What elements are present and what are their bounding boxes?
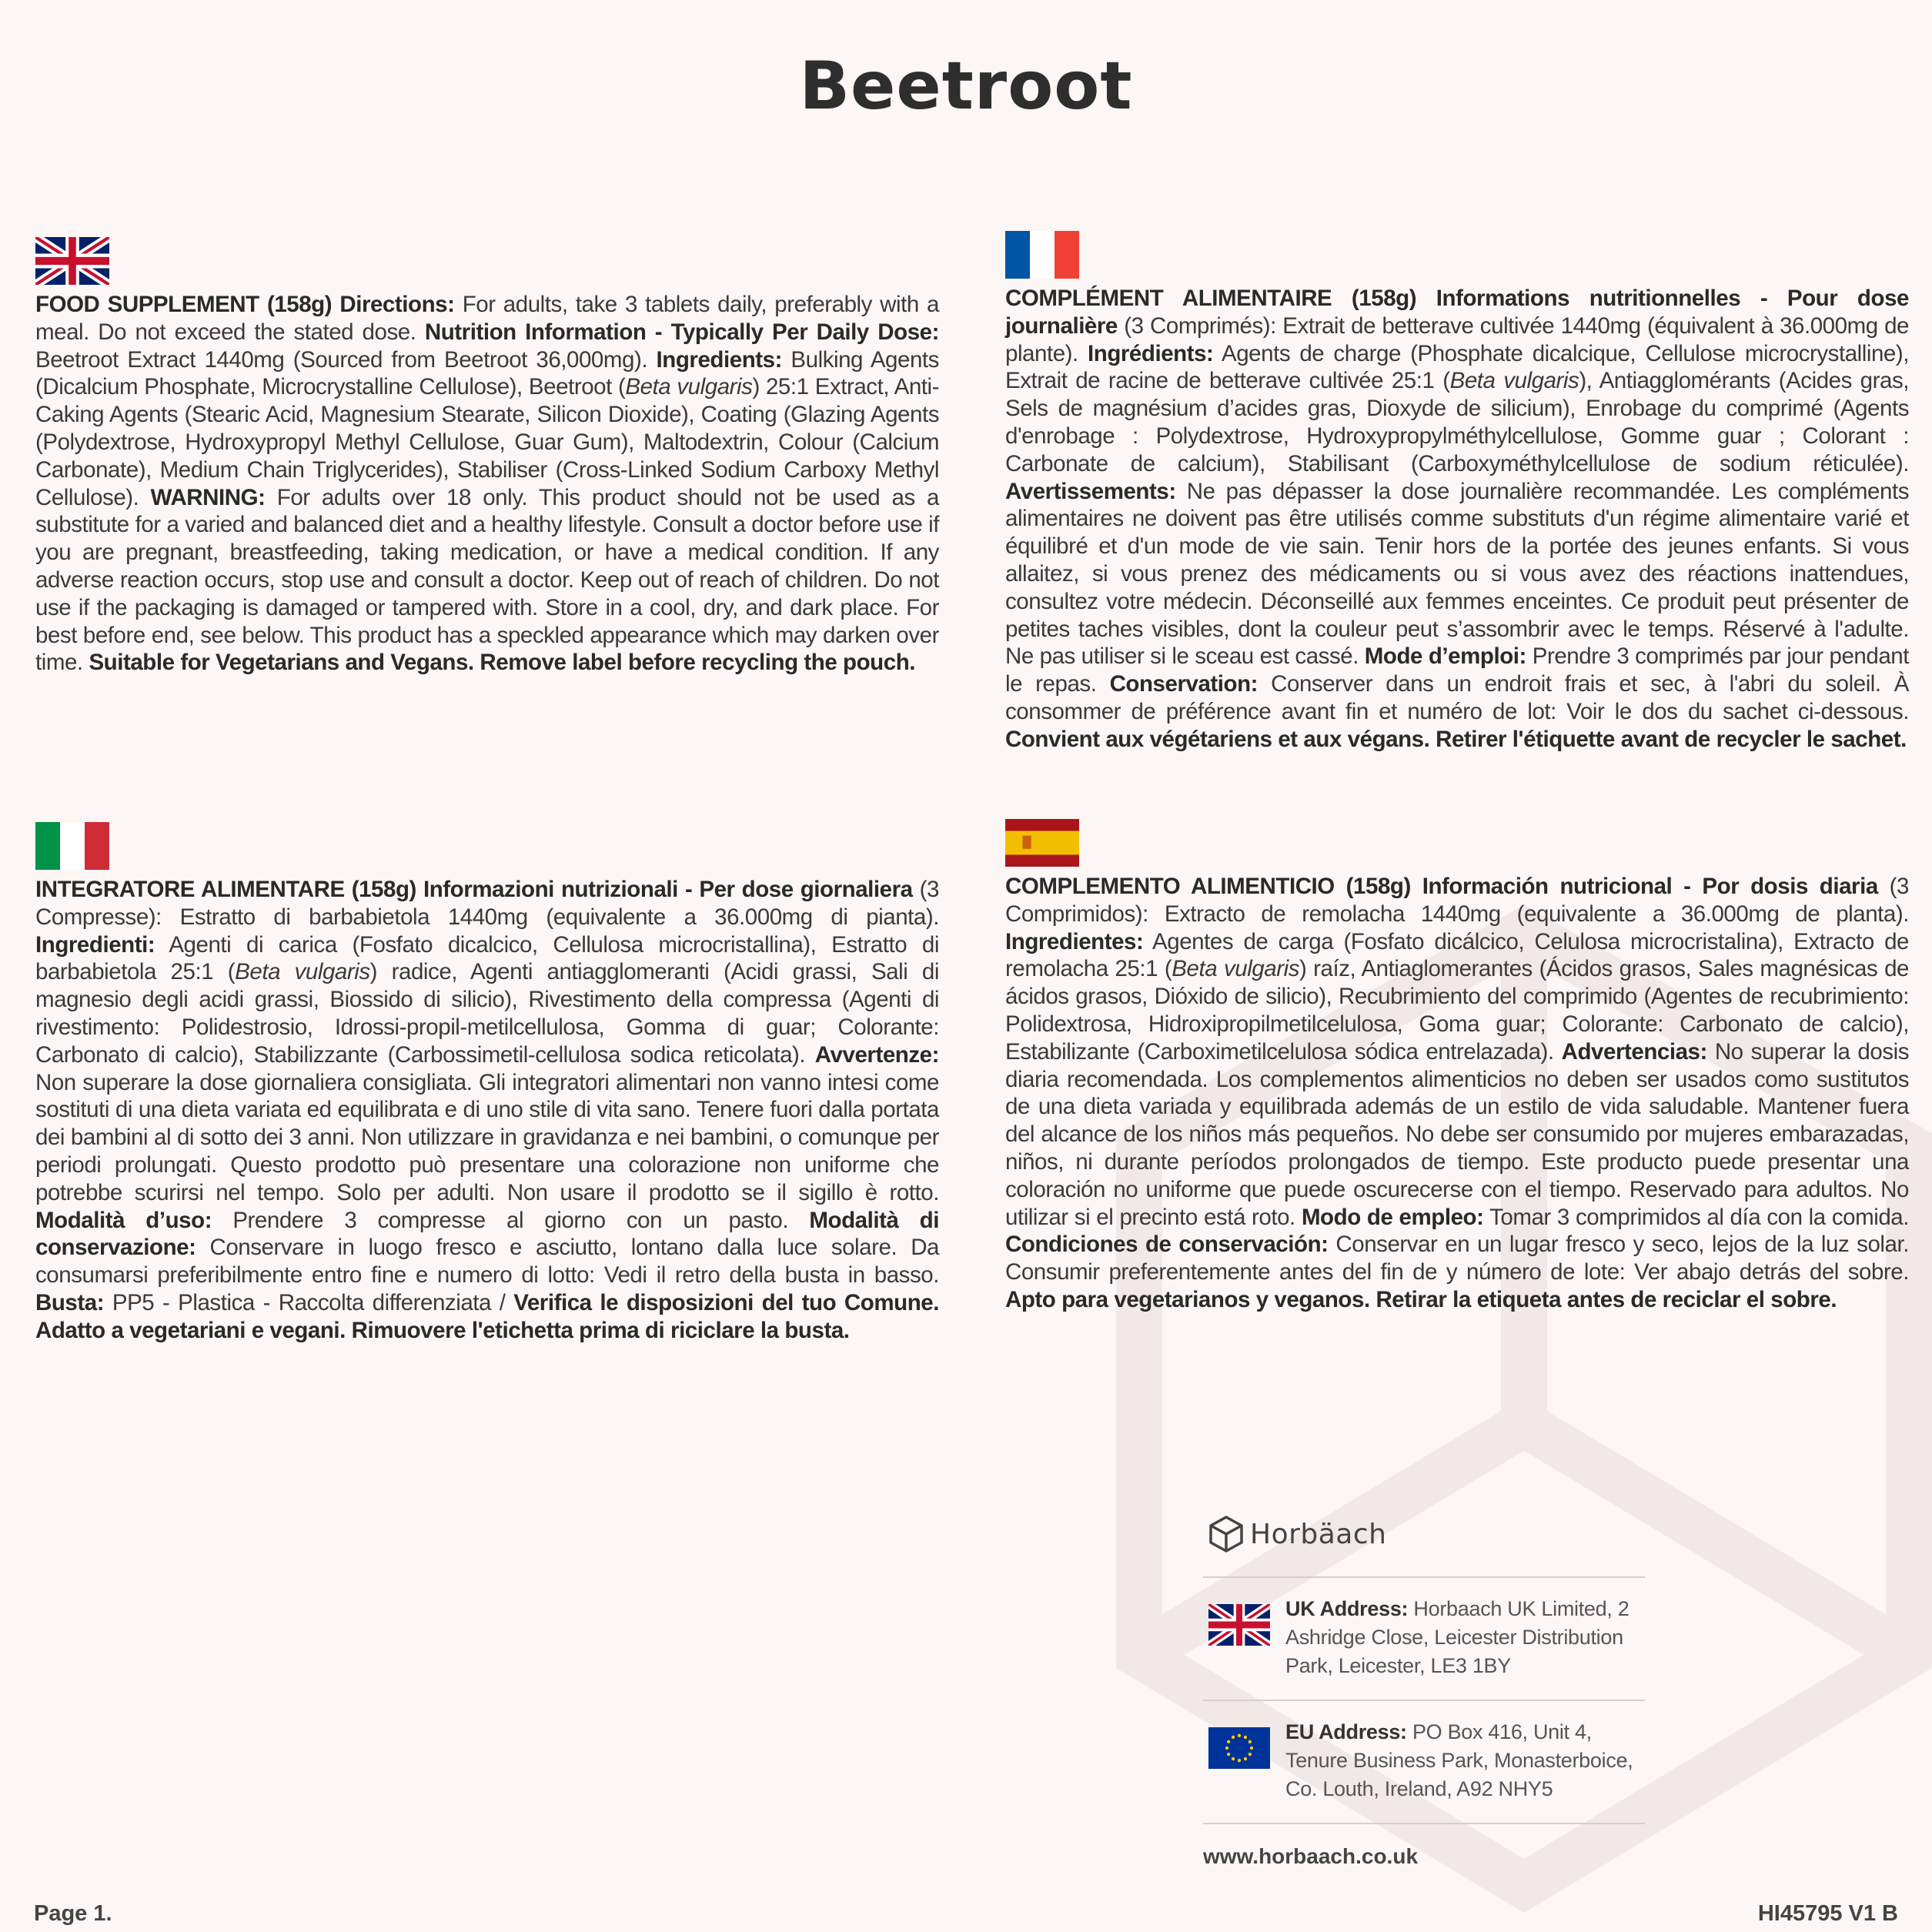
text-heading: Ingredienti: [35,931,155,958]
section-english [35,237,939,677]
text-run: Beetroot Extract 1440mg (Sourced from Beetroot 36,000mg). [35,346,657,373]
text-heading: INTEGRATORE ALIMENTARE (158g) Informazioni nutrizionali - Per dose giornaliera [35,877,913,902]
text-heading: Conservation: [1109,671,1258,697]
text-run: ) 25:1 Extract, Anti-Caking Agents (Stearic Acid, Magnesium Stearate, Silicon Dioxide), Coating (Glazing Agents (Polydextrose, Hydroxypropyl Methyl Cellulose, Guar Gum), Maltodextrin, Colour (Calcium Carbonate), Medium Chain Triglycerides), Stabiliser (Cross-Linked Sodium Carboxy Methyl Cellulose). [35,374,939,510]
text-run: Non superare la dose giornaliera consigliata. Gli integratori alimentari non vanno intesi come sostituti di una dieta variata ed equilibrata e di uno stile di vita sano. Tenere fuori dalla portata dei bambini al di sotto dei 3 anni. Non utilizzare in gravidanza e nei bambini, o comunque per periodi prolungati. Questo prodotto può presentare una colorazione non uniforme che potrebbe scurirsi nel tempo. Solo per adulti. Non usare il prodotto se il sigillo è rotto. [35,1069,939,1205]
eu-address-label: EU Address: [1285,1720,1407,1743]
text-run: Prendre 3 comprimés par jour pendant le repas. [1005,643,1909,697]
eu-flag-icon [1208,1727,1270,1769]
text-run: Agents de charge (Phosphate dicalcique, Cellulose microcrystalline), Extrait de racine de betterave cultivée 25:1 ( [1005,340,1909,394]
text-heading: Advertencias: [1561,1038,1707,1065]
uk-flag-small-icon [1208,1604,1270,1646]
section-spanish [1005,819,1909,1314]
text-italic: Beta vulgaris [1449,368,1579,394]
text-run: For adults over 18 only. This product should not be used as a substitute for a varied and balanced diet and a healthy lifestyle. Consult a doctor before use if you are pregnant, breastfeeding, taking medication, or have a medical condition. If any adverse reaction occurs, stop use and consult a doctor. Keep out of reach of children. Do not use if the packaging is damaged or tampered with. Store in a cool, dry, and dark place. For best before end, see below. This product has a speckled appearance which may darken over time. [35,484,939,676]
text-run: For adults, take 3 tablets daily, preferably with a meal. Do not exceed the stated dose. [35,292,940,345]
text-run: ), Antiagglomérants (Acides gras, Sels de magnésium d’acides gras, Dioxyde de silicium), Enrobage du comprimé (Agents d'enrobage : Polydextrose, Hydroxypropylméthylcellulose, Gomme guar ; Colorant : Carbonate de calcium), Stabilisant (Carboxyméthylcellulose de sodium réticulée). [1005,368,1910,476]
text-run: Ne pas dépasser la dose journalière recommandée. Les compléments alimentaires ne doivent pas être utilisés comme substituts d'un régime alimentaire varié et équilibré et d'un mode de vie sain. Tenir hors de la portée des jeunes enfants. Si vous allaitez, si vous prenez des médicaments ou si vous avez des réactions inattendues, consultez votre médecin. Déconseillé aux femmes enceintes. Ce produit peut présenter de petites taches visibles, dont la couleur peut s’assombrir avec le temps. Réservé à l'adulte. Ne pas utiliser si le sceau est cassé. [1005,478,1909,670]
text-run: (3 Comprimés): Extrait de betterave cultivée 1440mg (équivalent à 36.000mg de plante). [1005,313,1909,366]
text-heading: FOOD SUPPLEMENT (158g) Directions: [35,292,455,317]
text-heading: Condiciones de conservación: [1005,1232,1329,1258]
text-heading: Suitable for Vegetarians and Vegans. Remove label before recycling the pouch. [89,650,916,676]
text-heading: Apto para vegetarianos y veganos. Retirar la etiqueta antes de reciclar el sobre. [1005,1286,1837,1312]
uk-address-block [1208,1595,1647,1680]
brand-name: Horbäach [1250,1518,1387,1550]
text-run: Bulking Agents (Dicalcium Phosphate, Microcrystalline Cellulose), Beetroot ( [35,346,939,400]
text-italic: Beta vulgaris [625,374,753,400]
spain-flag-icon [1005,819,1079,867]
text-run: ) raíz, Antiaglomerantes (Ácidos grasos, Sales magnésicas de ácidos grasos, Dióxido de silicio), Recubrimiento del comprimido (Agentes de recubrimiento: Polidextrosa, Hidroxipropilmetilcelulosa, Goma guar; Colorante: Carbonato de calcio), Estabilizante (Carboximetilcelulosa sódica entrelazada). [1005,956,1909,1065]
text-run: ) radice, Agenti antiagglomeranti (Acidi grassi, Sali di magnesio degli acidi grassi, Biossido di silicio), Rivestimento della compressa (Agenti di rivestimento: Polidestrosio, Idrossi-propil-metilcellulosa, Gomma di guar; Colorante: Carbonato di calcio), Stabilizzante (Carbossimetil-cellulosa sodica reticolata). [35,959,939,1068]
text-run: (3 Compresse): Estratto di barbabietola 1440mg (equivalente a 36.000mg di pianta). [35,877,940,930]
text-heading: Modalità d’uso: [35,1207,212,1233]
france-flag-icon [1005,231,1079,279]
page-number: Page 1. [34,1901,112,1926]
divider [1203,1576,1645,1578]
website-link[interactable]: www.horbaach.co.uk [1203,1844,1419,1868]
text-heading: WARNING: [150,484,266,510]
text-heading: Mode d’emploi: [1364,643,1526,670]
text-heading: Busta: [35,1289,105,1315]
text-heading: Convient aux végétariens et aux végans. Retirer l'étiquette avant de recycler le sachet. [1005,726,1907,752]
text-run: Agentes de carga (Fosfato dicálcico, Celulosa microcristalina), Extracto de remolacha 25:1 ( [1005,928,1909,982]
text-heading: Modalità di conservazione: [35,1207,939,1261]
text-run: Conserver dans un endroit frais et sec, à l'abri du soleil. À consommer de préférence avant fin et numéro de lot: Voir le dos du sachet ci-dessous. [1005,671,1909,724]
english-label-text [35,291,939,677]
text-italic: Beta vulgaris [1172,956,1299,982]
text-heading: Nutrition Information - Typically Per Daily Dose: [424,319,939,345]
text-heading: Ingredientes: [1005,928,1144,954]
text-italic: Beta vulgaris [235,959,370,985]
text-run: PP5 - Plastica - Raccolta differenziata / [104,1289,514,1315]
text-heading: Verifica le disposizioni del tuo Comune. Adatto a vegetariani e vegani. Rimuovere l'etichetta prima di riciclare la busta. [35,1289,939,1343]
italy-flag-icon [35,822,109,870]
divider [1203,1823,1645,1824]
uk-address-label: UK Address: [1285,1597,1409,1620]
text-run: Prendere 3 compresse al giorno con un pasto. [212,1207,810,1233]
eu-address-text [1285,1718,1647,1803]
text-heading: Avertissements: [1005,478,1176,504]
uk-address-text [1285,1595,1647,1680]
text-run: Conservare in luogo fresco e asciutto, lontano dalla luce solare. Da consumarsi preferibilmente entro fine e numero di lotto: Vedi il retro della busta in basso. [35,1235,939,1289]
text-run: (3 Comprimidos): Extracto de remolacha 1440mg (equivalente a 36.000mg de planta). [1005,874,1909,927]
brand-logo [1208,1515,1386,1553]
text-run: No superar la dosis diaria recomendada. Los complementos alimenticios no deben ser usados como sustitutos de una dieta variada y equilibrada además de un estilo de vida saludable. Mantener fuera del alcance de los niños más pequeños. No debe ser consumido por mujeres embarazadas, niños, ni durante períodos prolongados de tiempo. Este producto puede presentar una coloración no uniforme que puede oscurecerse con el tiempo. Reservado para adultos. No utilizar si el precinto está roto. [1005,1038,1909,1230]
text-heading: Modo de empleo: [1301,1204,1484,1230]
text-run: Agenti di carica (Fosfato dicalcico, Cellulosa microcristallina), Estratto di barbabietola 25:1 ( [35,931,939,985]
eu-address-block [1208,1718,1647,1803]
text-heading: Avvertenze: [814,1041,939,1068]
text-run: Conservar en un lugar fresco y seco, lejos de la luz solar. Consumir preferentemente antes del fin de y número de lote: Ver abajo detrás del sobre. [1005,1232,1909,1285]
eu-address-value: PO Box 416, Unit 4, Tenure Business Park, Monasterboice, Co. Louth, Ireland, A92 NHY5 [1285,1720,1633,1800]
text-heading: COMPLÉMENT ALIMENTAIRE (158g) Informations nutritionnelles - Pour dose journalière [1005,286,1909,339]
uk-flag-icon [35,237,109,285]
section-italian [35,822,939,1345]
hexagon-cube-logo-icon [1208,1515,1244,1553]
text-heading: Ingrédients: [1088,340,1214,366]
italian-label-text [35,876,939,1345]
text-run: Tomar 3 comprimidos al día con la comida. [1483,1204,1909,1230]
spanish-label-text [1005,873,1909,1314]
text-heading: Ingredients: [656,346,782,373]
product-code: HI45795 V1 B [1757,1901,1898,1926]
page-title: Beetroot [799,48,1133,125]
uk-address-value: Horbaach UK Limited, 2 Ashridge Close, Leicester Distribution Park, Leicester, LE3 1BY [1285,1597,1629,1677]
text-heading: COMPLEMENTO ALIMENTICIO (158g) Información nutricional - Por dosis diaria [1005,874,1878,899]
section-french [1005,231,1909,754]
french-label-text [1005,285,1909,754]
divider [1203,1700,1645,1701]
